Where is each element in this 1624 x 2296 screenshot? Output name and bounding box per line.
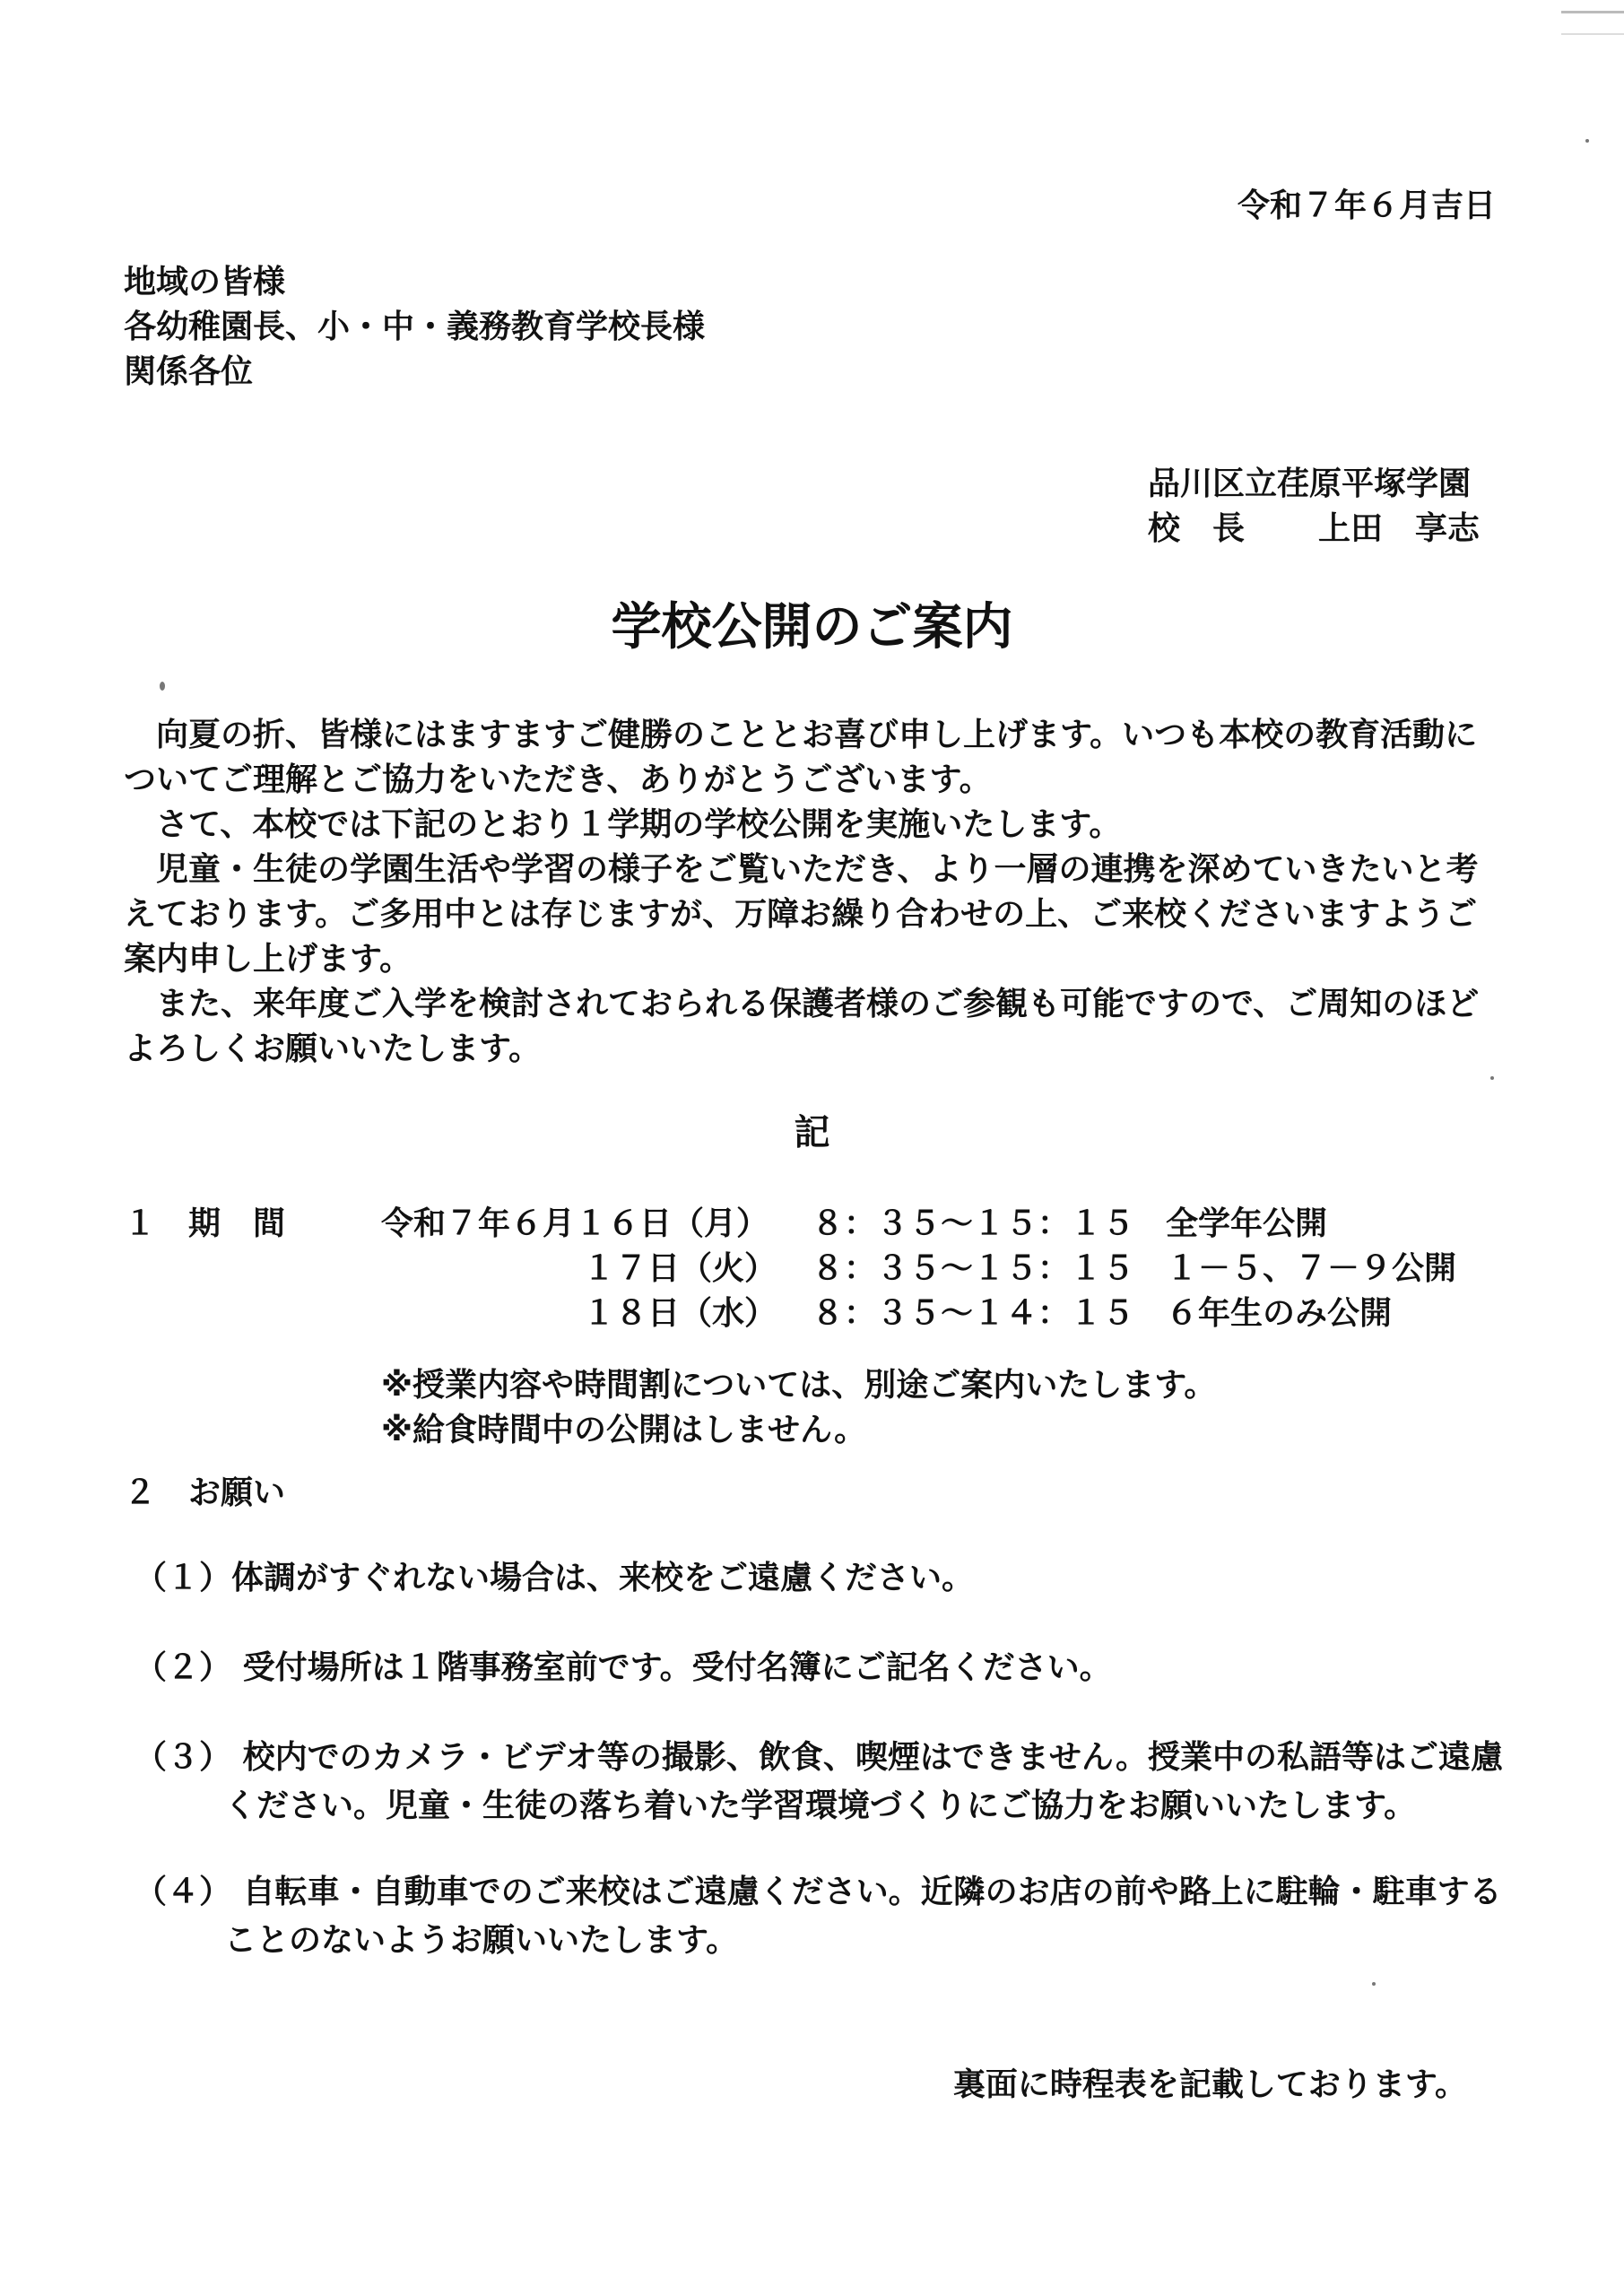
note-line: ※授業内容や時間割については、別途ご案内いたします。 xyxy=(381,1367,1217,1404)
period-notes xyxy=(381,1363,1216,1453)
sender-role: 校 長 xyxy=(1148,510,1246,547)
scan-speck xyxy=(160,682,165,691)
body-line: 向夏の折、皆様にはますますご健勝のこととお喜び申し上げます。いつも本校の教育活動に xyxy=(124,717,1478,753)
body-line: えております。ご多用中とは存じますが、万障お繰り合わせの上、ご来校くださいますようご xyxy=(124,896,1478,933)
sender-school: 品川区立荏原平塚学園 xyxy=(1148,465,1472,502)
schedule-scope: １－５、７－９公開 xyxy=(1166,1250,1457,1287)
addressee-line: 関係各位 xyxy=(124,353,254,390)
request-number: （１） xyxy=(135,1560,232,1596)
request-text: 体調がすぐれない場合は、来校をご遠慮ください。 xyxy=(231,1560,975,1596)
request-item-4 xyxy=(135,1870,1502,1967)
request-text: 自転車・自動車でのご来校はご遠慮ください。近隣のお店の前や路上に駐輪・駐車する xyxy=(242,1874,1502,1910)
request-number: （４） xyxy=(135,1874,232,1910)
request-item-1 xyxy=(135,1556,1498,1605)
schedule-time: ８：３５～１４：１５ xyxy=(812,1295,1135,1332)
addressee-line: 各幼稚園長、小・中・義務教育学校長様 xyxy=(124,309,706,345)
addressee-block xyxy=(124,260,705,395)
period-label: １ 期 間 xyxy=(124,1205,286,1242)
request-item-3 xyxy=(135,1735,1504,1832)
sender-block xyxy=(1148,462,1480,552)
schedule-row xyxy=(0,1247,1624,1292)
request-number: （３） xyxy=(135,1739,232,1776)
request-item-2 xyxy=(135,1646,1498,1694)
schedule-date: １８日（水） xyxy=(583,1295,777,1332)
request-number: （２） xyxy=(135,1649,232,1686)
sender-principal xyxy=(1148,507,1480,552)
scan-speck xyxy=(1372,1982,1376,1986)
document-title: 学校公開のご案内 xyxy=(611,598,1013,657)
schedule-scope: 全学年公開 xyxy=(1166,1205,1328,1242)
schedule-time: ８：３５～１５：１５ xyxy=(812,1205,1135,1242)
note-line: ※給食時間中の公開はしません。 xyxy=(381,1412,867,1448)
footer-note: 裏面に時程表を記載しております。 xyxy=(952,2066,1467,2103)
request-text-cont: ことのないようお願いいたします。 xyxy=(224,1922,739,1959)
body-line: 児童・生徒の学園生活や学習の様子をご覧いただき、より一層の連携を深めていきたいと考 xyxy=(124,851,1479,888)
schedule-date: １７日（火） xyxy=(583,1250,777,1287)
scan-artifact xyxy=(1561,11,1624,35)
request-text: 受付場所は１階事務室前です。受付名簿にご記名ください。 xyxy=(242,1649,1112,1686)
schedule-scope: ６年生のみ公開 xyxy=(1166,1295,1393,1332)
requests-heading: ２ お願い xyxy=(124,1474,286,1511)
addressee-line: 地域の皆様 xyxy=(124,264,286,300)
request-text: 校内でのカメラ・ビデオ等の撮影、飲食、喫煙はできません。授業中の私語等はご遠慮 xyxy=(242,1739,1504,1776)
scan-speck xyxy=(1490,1076,1494,1080)
schedule-row xyxy=(0,1202,1624,1247)
issue-date: 令和７年６月吉日 xyxy=(1237,187,1496,224)
request-text-cont: ください。児童・生徒の落ち着いた学習環境づくりにご協力をお願いいたします。 xyxy=(224,1787,1417,1824)
body-text xyxy=(124,713,1505,1072)
body-line: よろしくお願いいたします。 xyxy=(124,1031,542,1067)
scan-speck xyxy=(1585,139,1589,143)
body-line: ついてご理解とご協力をいただき、ありがとうございます。 xyxy=(124,761,992,798)
body-line: また、来年度ご入学を検討されておられる保護者様のご参観も可能ですので、ご周知のほど xyxy=(124,986,1480,1022)
schedule-time: ８：３５～１５：１５ xyxy=(812,1250,1135,1287)
body-line: さて、本校では下記のとおり１学期の学校公開を実施いたします。 xyxy=(124,806,1122,843)
sender-name: 上田 享志 xyxy=(1318,510,1481,547)
schedule-date: 令和７年６月１６日（月） xyxy=(381,1205,769,1242)
ki-heading: 記 xyxy=(794,1112,830,1153)
schedule-row xyxy=(0,1292,1624,1336)
body-line: 案内申し上げます。 xyxy=(124,941,413,978)
